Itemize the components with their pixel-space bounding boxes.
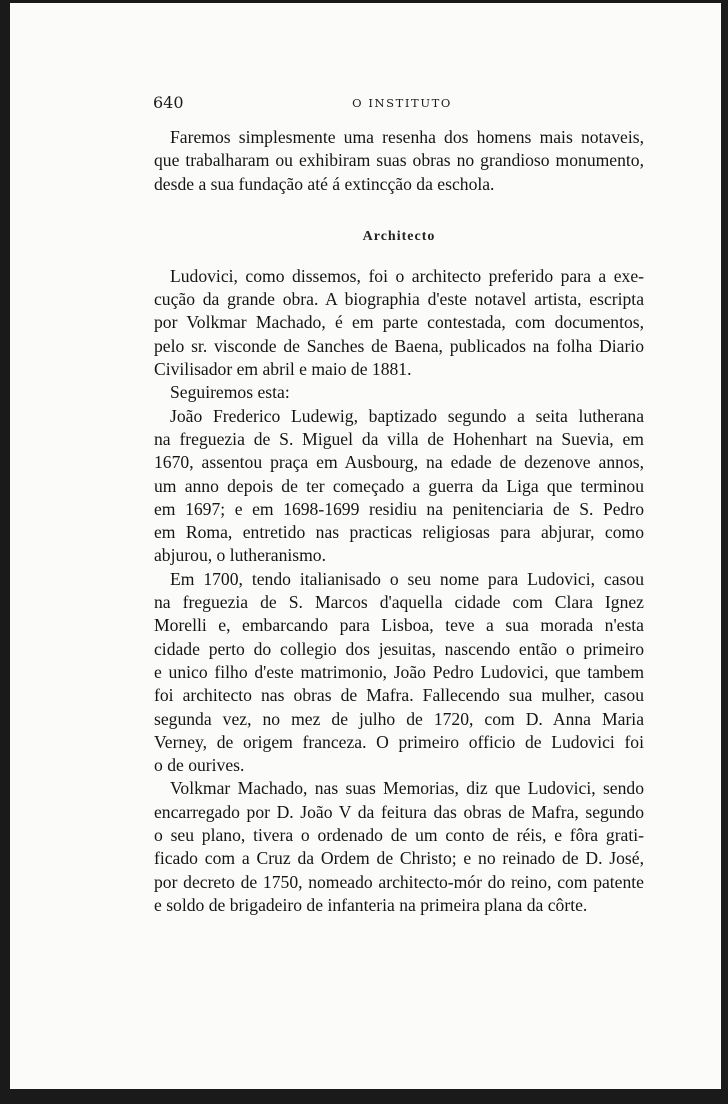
- text-line: Em 1700, tendo italianisado o seu nome para Ludovici, casou: [170, 568, 644, 589]
- paragraph: [154, 405, 644, 568]
- text-line: Seguiremos esta:: [170, 382, 290, 403]
- paragraph: [154, 265, 644, 381]
- text-line: Volkmar Machado, nas suas Memorias, diz que Ludovici, sendo: [170, 778, 644, 799]
- text-line: na freguezia de S. Miguel da villa de Hohenhart na Suevia, em: [154, 428, 644, 449]
- body-text: [154, 126, 644, 917]
- journal-title: O INSTITUTO: [352, 96, 452, 110]
- text-line: e unico filho d'este matrimonio, João Pedro Ludovici, que tambem: [154, 661, 644, 682]
- text-line: Ludovici, como dissemos, foi o architecto preferido para a exe-: [170, 265, 644, 286]
- text-line: abjurou, o lutheranismo.: [154, 545, 326, 566]
- text-line: pelo sr. visconde de Sanches de Baena, publicados na folha Diario: [154, 335, 644, 356]
- text-line: o seu plano, tivera o ordenado de um conto de réis, e fôra grati-: [154, 825, 644, 846]
- paragraph: [154, 568, 644, 778]
- text-line: Morelli e, embarcando para Lisboa, teve a sua morada n'esta: [154, 615, 644, 636]
- text-line: um anno depois de ter começado a guerra da Liga que terminou: [154, 475, 644, 496]
- text-line: Verney, de origem franceza. O primeiro officio de Ludovici foi: [154, 731, 644, 752]
- text-line: na freguezia de S. Marcos d'aquella cidade com Clara Ignez: [154, 592, 644, 613]
- text-line: Civilisador em abril e maio de 1881.: [154, 359, 412, 380]
- paragraph: [154, 381, 644, 404]
- page-number: 640: [153, 93, 184, 112]
- text-line: desde a sua fundação até á extincção da eschola.: [154, 173, 495, 194]
- text-line: e soldo de brigadeiro de infanteria na primeira plana da côrte.: [154, 894, 588, 915]
- text-line: Faremos simplesmente uma resenha dos homens mais notaveis,: [170, 127, 644, 147]
- running-head: [153, 93, 651, 117]
- intro-paragraph: [154, 126, 644, 196]
- text-line: cução da grande obra. A biographia d'este notavel artista, escripta: [154, 289, 644, 310]
- text-line: 1670, assentou praça em Ausbourg, na edade de dezenove annos,: [154, 452, 644, 473]
- text-line: por Volkmar Machado, é em parte contestada, com documentos,: [154, 312, 644, 333]
- text-line: o de ourives.: [154, 755, 245, 776]
- text-line: segunda vez, no mez de julho de 1720, com D. Anna Maria: [154, 708, 644, 729]
- book-page: [10, 3, 721, 1089]
- text-line: foi architecto nas obras de Mafra. Fallecendo sua mulher, casou: [154, 685, 644, 706]
- section-heading: Architecto: [362, 228, 436, 244]
- text-line: cidade perto do collegio dos jesuitas, nascendo então o primeiro: [154, 638, 644, 659]
- text-line: encarregado por D. João V da feitura das obras de Mafra, segundo: [154, 801, 644, 822]
- text-line: em Roma, entretido nas practicas religiosas para abjurar, como: [154, 522, 644, 543]
- paragraph: [154, 777, 644, 917]
- text-line: por decreto de 1750, nomeado architecto-mór do reino, com patente: [154, 871, 644, 892]
- text-line: que trabalharam ou exhibiram suas obras no grandioso monumento,: [154, 150, 644, 171]
- text-line: em 1697; e em 1698-1699 residiu na penitenciaria de S. Pedro: [154, 498, 644, 519]
- text-line: ficado com a Cruz da Ordem de Christo; e no reinado de D. José,: [154, 848, 644, 869]
- text-line: João Frederico Ludewig, baptizado segundo a seita lutherana: [170, 405, 644, 426]
